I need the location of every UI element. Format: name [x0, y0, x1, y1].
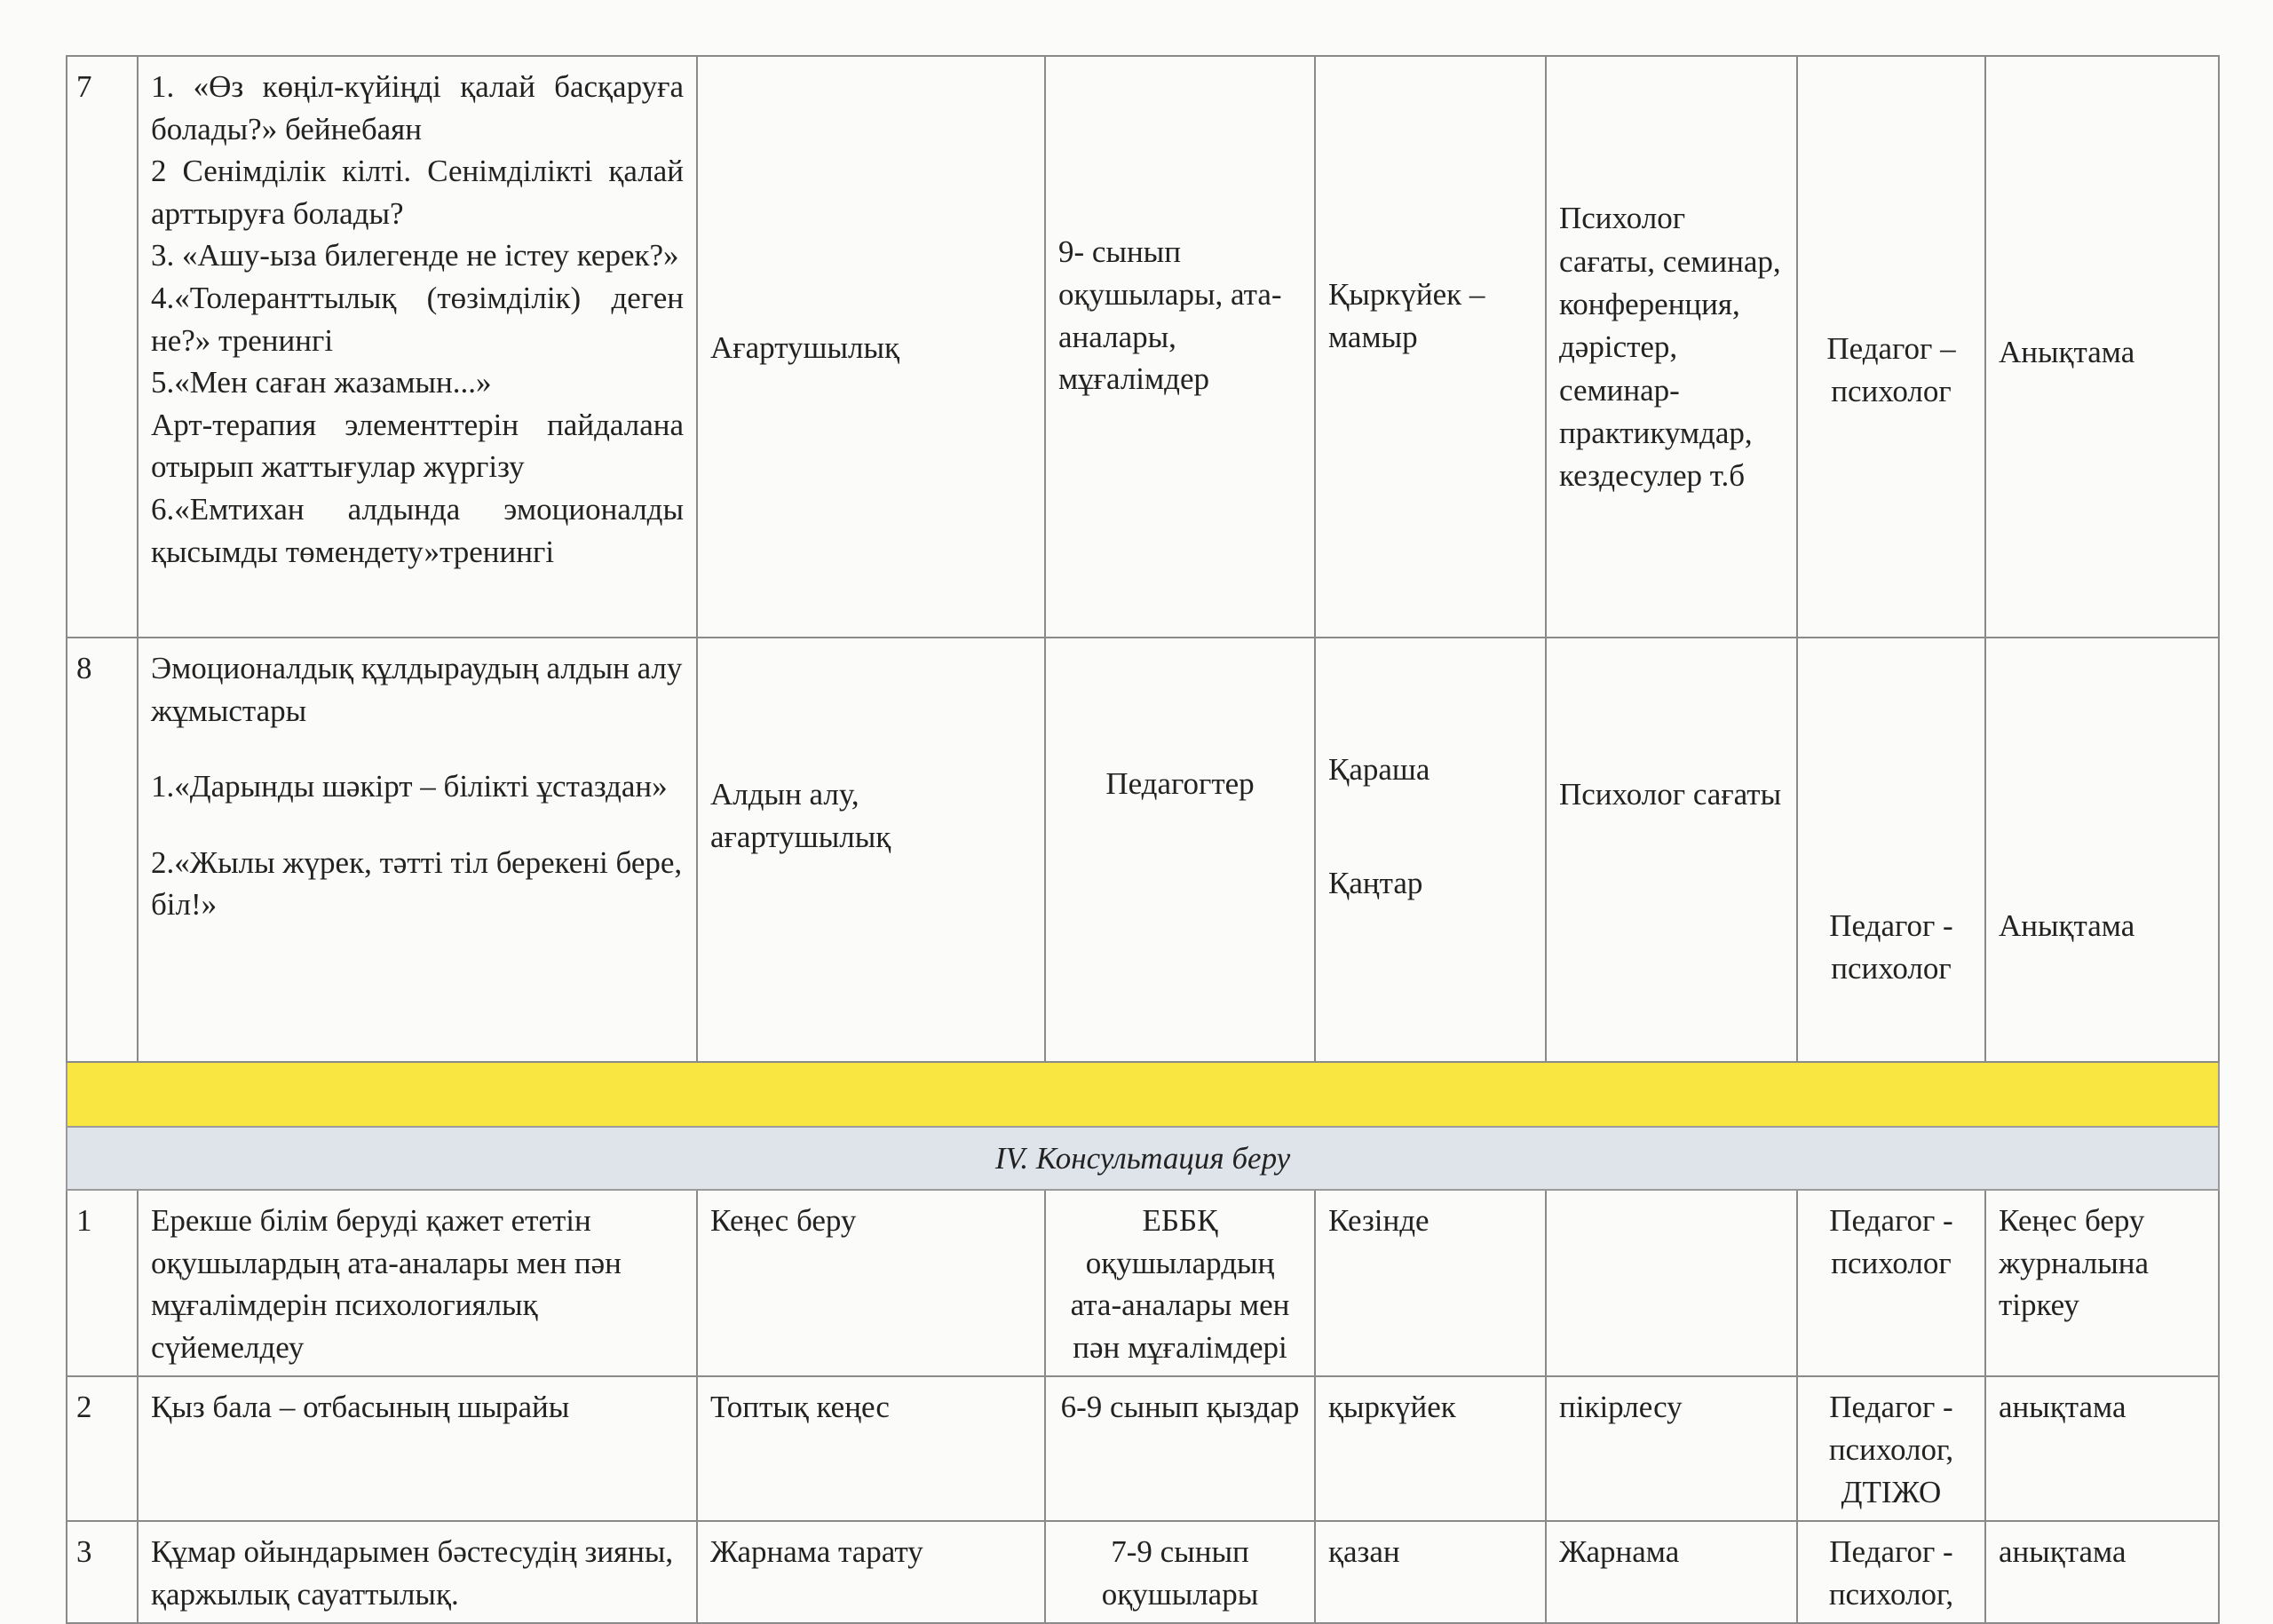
topic-line: 2 Сенімділік кілті. Сенімділікті қалай арттыруға болады?: [151, 154, 684, 231]
topic-cell: Құмар ойындарымен бәстесудің зияны, қаржылық сауаттылық.: [138, 1521, 697, 1623]
topic-line: 2.«Жылы жүрек, тәтті тіл берекені бере, біл!»: [151, 844, 683, 923]
work-plan-table: [66, 55, 2220, 1624]
result-cell: анықтама: [1985, 1376, 2219, 1521]
result-cell: Кеңес беру журналына тіркеу: [1985, 1190, 2219, 1376]
direction-cell: Кеңес беру: [697, 1190, 1045, 1376]
topic-cell: Қыз бала – отбасының шырайы: [138, 1376, 697, 1521]
topic-line: Эмоционалдық құлдыраудың алдын алу жұмыстары: [151, 651, 683, 728]
topic-line: 6.«Емтихан алдында эмоционалды қысымды төмендету»тренингі: [151, 491, 684, 569]
table-row: [67, 1190, 2219, 1376]
row-number: 7: [67, 56, 138, 638]
audience-cell: 7-9 сынып оқушылары: [1045, 1521, 1315, 1623]
section-title: IV. Консультация беру: [67, 1127, 2219, 1190]
section-header-row: [67, 1127, 2219, 1190]
topic-line: 1.«Дарынды шәкірт – білікті ұстаздан»: [151, 769, 668, 804]
form-cell: Жарнама: [1546, 1521, 1797, 1623]
row-number: 8: [67, 638, 138, 1062]
timing-cell: қыркүйек: [1315, 1376, 1546, 1521]
table-row: [67, 638, 2219, 1062]
form-cell: пікірлесу: [1546, 1376, 1797, 1521]
audience-cell: 9- сынып оқушылары, ата-аналары, мұғалімдер: [1045, 56, 1315, 638]
timing-line: Қараша: [1328, 752, 1430, 787]
topic-line: 5.«Мен саған жазамын...»: [151, 365, 492, 400]
responsible-cell: Педагог – психолог: [1797, 56, 1985, 638]
direction-cell: Жарнама тарату: [697, 1521, 1045, 1623]
responsible-cell: Педагог - психолог: [1797, 638, 1985, 1062]
responsible-cell: Педагог - психолог: [1797, 1190, 1985, 1376]
result-cell: анықтама: [1985, 1521, 2219, 1623]
row-number: 2: [67, 1376, 138, 1521]
row-number: 1: [67, 1190, 138, 1376]
highlight-band: [67, 1062, 2219, 1127]
topic-line: Арт-терапия элементтерін пайдалана отырып жаттығулар жүргізу: [151, 407, 684, 485]
table-row: [67, 56, 2219, 638]
form-cell: Психолог сағаты, семинар, конференция, дәрістер, семинар-практикумдар, кездесулер т.б: [1546, 56, 1797, 638]
responsible-cell: Педагог - психолог,: [1797, 1521, 1985, 1623]
topic-line: 3. «Ашу-ыза билегенде не істеу керек?»: [151, 238, 679, 273]
timing-cell: [1315, 638, 1546, 1062]
topic-line: 4.«Толеранттылық (төзімділік) деген не?» тренингі: [151, 280, 684, 358]
table-row: [67, 1521, 2219, 1623]
topic-cell: [138, 638, 697, 1062]
timing-line: Қаңтар: [1328, 865, 1423, 900]
form-cell: Психолог сағаты: [1546, 638, 1797, 1062]
direction-cell: Алдын алу, ағартушылық: [697, 638, 1045, 1062]
direction-cell: Топтық кеңес: [697, 1376, 1045, 1521]
topic-cell: [138, 56, 697, 638]
topic-line: 1. «Өз көңіл-күйіңді қалай басқаруға болады?» бейнебаян: [151, 69, 684, 147]
timing-cell: Кезінде: [1315, 1190, 1546, 1376]
result-cell: Анықтама: [1985, 638, 2219, 1062]
timing-cell: Қыркүйек – мамыр: [1315, 56, 1546, 638]
topic-cell: Ерекше білім беруді қажет ететін оқушылардың ата-аналары мен пән мұғалімдерін психологиялық сүйемелдеу: [138, 1190, 697, 1376]
row-number: 3: [67, 1521, 138, 1623]
result-cell: Анықтама: [1985, 56, 2219, 638]
audience-cell: Педагогтер: [1045, 638, 1315, 1062]
highlight-band-cell: [67, 1062, 2219, 1127]
responsible-cell: Педагог - психолог, ДТІЖО: [1797, 1376, 1985, 1521]
timing-cell: қазан: [1315, 1521, 1546, 1623]
direction-cell: Ағартушылық: [697, 56, 1045, 638]
table-row: [67, 1376, 2219, 1521]
audience-cell: ЕББҚ оқушылардың ата-аналары мен пән мұғалімдері: [1045, 1190, 1315, 1376]
form-cell: [1546, 1190, 1797, 1376]
audience-cell: 6-9 сынып қыздар: [1045, 1376, 1315, 1521]
